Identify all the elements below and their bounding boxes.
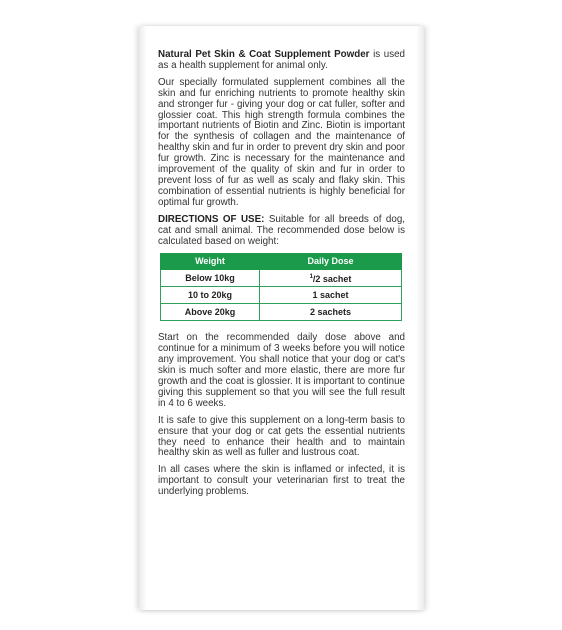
- dose-numerator: 1: [309, 273, 313, 280]
- weight-column-header: Weight: [161, 254, 260, 270]
- product-name: Natural Pet Skin & Coat Supplement Powder: [158, 49, 370, 60]
- dose-cell: 2 sachets: [260, 304, 402, 321]
- directions-text: Suitable for all breeds of dog, cat and small animal. The recommended dose below is calculated based on weight:: [158, 213, 406, 247]
- daily-dose-column-header: Daily Dose: [260, 254, 402, 270]
- dose-text: /2 sachet: [312, 273, 352, 284]
- product-label-panel: [139, 26, 424, 610]
- directions-heading: DIRECTIONS OF USE:: [158, 213, 265, 225]
- dose-table-header-row: [161, 254, 402, 270]
- weight-cell: Below 10kg: [161, 270, 260, 287]
- dose-cell: 1 sachet: [260, 287, 402, 304]
- dose-cell: [260, 270, 402, 287]
- safety-paragraph: It is safe to give this supplement on a long-term basis to ensure that your dog or cat gets the essential nutrients they need to enhance their health and to maintain healthy skin as well as fuller and lustrous coat.: [158, 414, 405, 459]
- usage-paragraph: Start on the recommended daily dose above and continue for a minimum of 3 weeks before you will notice any improvement. You shall notice that your dog or cat's skin is much softer and more elastic, there are more fur growth and the coat is glossier. It is important to continue giving this supplement so that you will see the full result in 4 to 6 weeks.: [158, 332, 405, 409]
- table-row: [161, 287, 402, 304]
- description-paragraph: Our specially formulated supplement combines all the skin and fur enriching nutrients to promote healthy skin and stronger fur - giving your dog or cat fuller, softer and glossier coat. This high strength formula combines the important nutrients of Biotin and Zinc. Biotin is important for the synthesis of collagen and the maintenance of healthy skin and fur in order to prevent dry skin and poor fur growth. Zinc is necessary for the maintenance and improvement of the quality of skin and fur in order to prevent loss of fur as well as scaly and flaky skin. This combination of essential nutrients is highly beneficial for optimal fur growth.: [158, 76, 405, 208]
- weight-cell: 10 to 20kg: [161, 287, 260, 304]
- intro-paragraph: [158, 50, 405, 72]
- label-content: [158, 50, 405, 504]
- vet-advice-paragraph: In all cases where the skin is inflamed or infected, it is important to consult your veterinarian first to treat the underlying problems.: [158, 464, 405, 498]
- weight-cell: Above 20kg: [161, 304, 260, 321]
- intro-text: is used as a health supplement for animal only.: [158, 49, 405, 71]
- table-row: [161, 304, 402, 321]
- dose-table: [160, 253, 402, 321]
- directions-paragraph: [158, 215, 405, 248]
- table-row: [161, 270, 402, 287]
